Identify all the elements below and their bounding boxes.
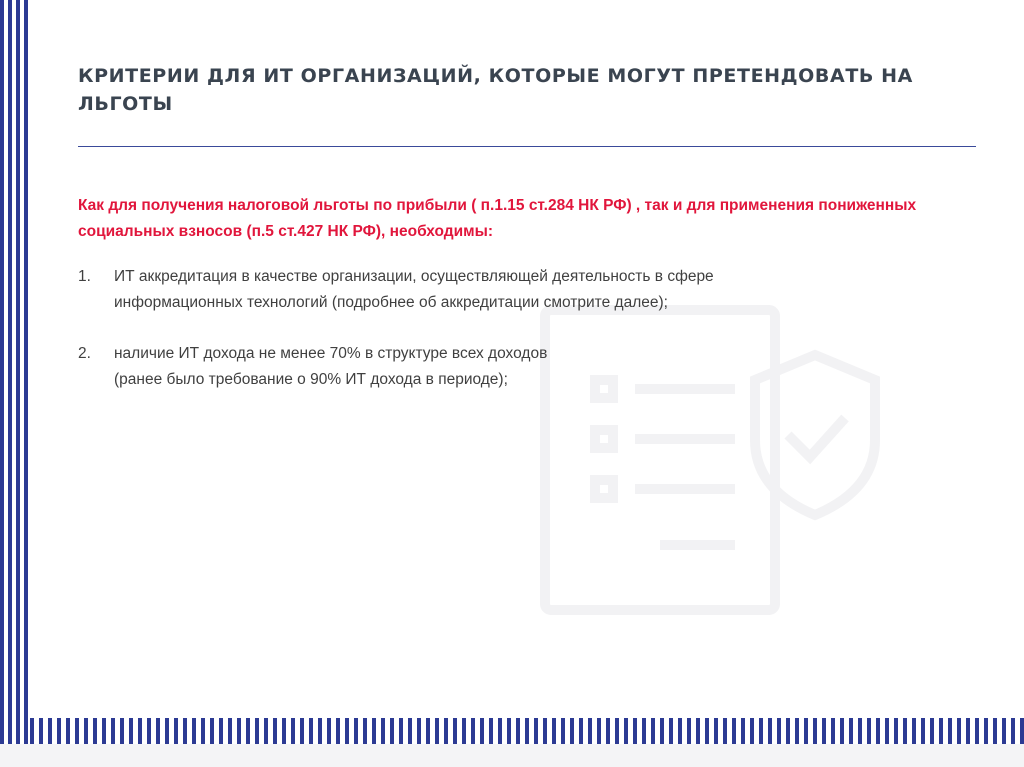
bottom-margin: [0, 744, 1024, 767]
list-item-number: 2.: [78, 345, 91, 362]
bottom-stripe-border: [30, 718, 1024, 744]
list-item-text-line: (ранее было требование о 90% ИТ дохода в периоде);: [114, 371, 508, 388]
list-item: [78, 341, 958, 393]
criteria-list: [78, 264, 958, 418]
list-item-text-line: наличие ИТ дохода не менее 70% в структуре всех доходов: [114, 345, 548, 362]
list-item-text-line: информационных технологий (подробнее об аккредитации смотрите далее);: [114, 294, 668, 311]
left-stripe-border: [0, 0, 30, 767]
list-item-number: 1.: [78, 268, 91, 285]
intro-text: Как для получения налоговой льготы по прибыли ( п.1.15 ст.284 НК РФ) , так и для применения пониженных социальных взносов (п.5 ст.427 НК РФ), необходимы:: [78, 197, 917, 240]
list-item-text-line: ИТ аккредитация в качестве организации, осуществляющей деятельность в сфере: [114, 268, 714, 285]
list-item: [78, 264, 958, 316]
title-divider: [78, 146, 976, 147]
page-title: КРИТЕРИИ ДЛЯ ИТ ОРГАНИЗАЦИЙ, КОТОРЫЕ МОГУТ ПРЕТЕНДОВАТЬ НА ЛЬГОТЫ: [78, 65, 913, 115]
